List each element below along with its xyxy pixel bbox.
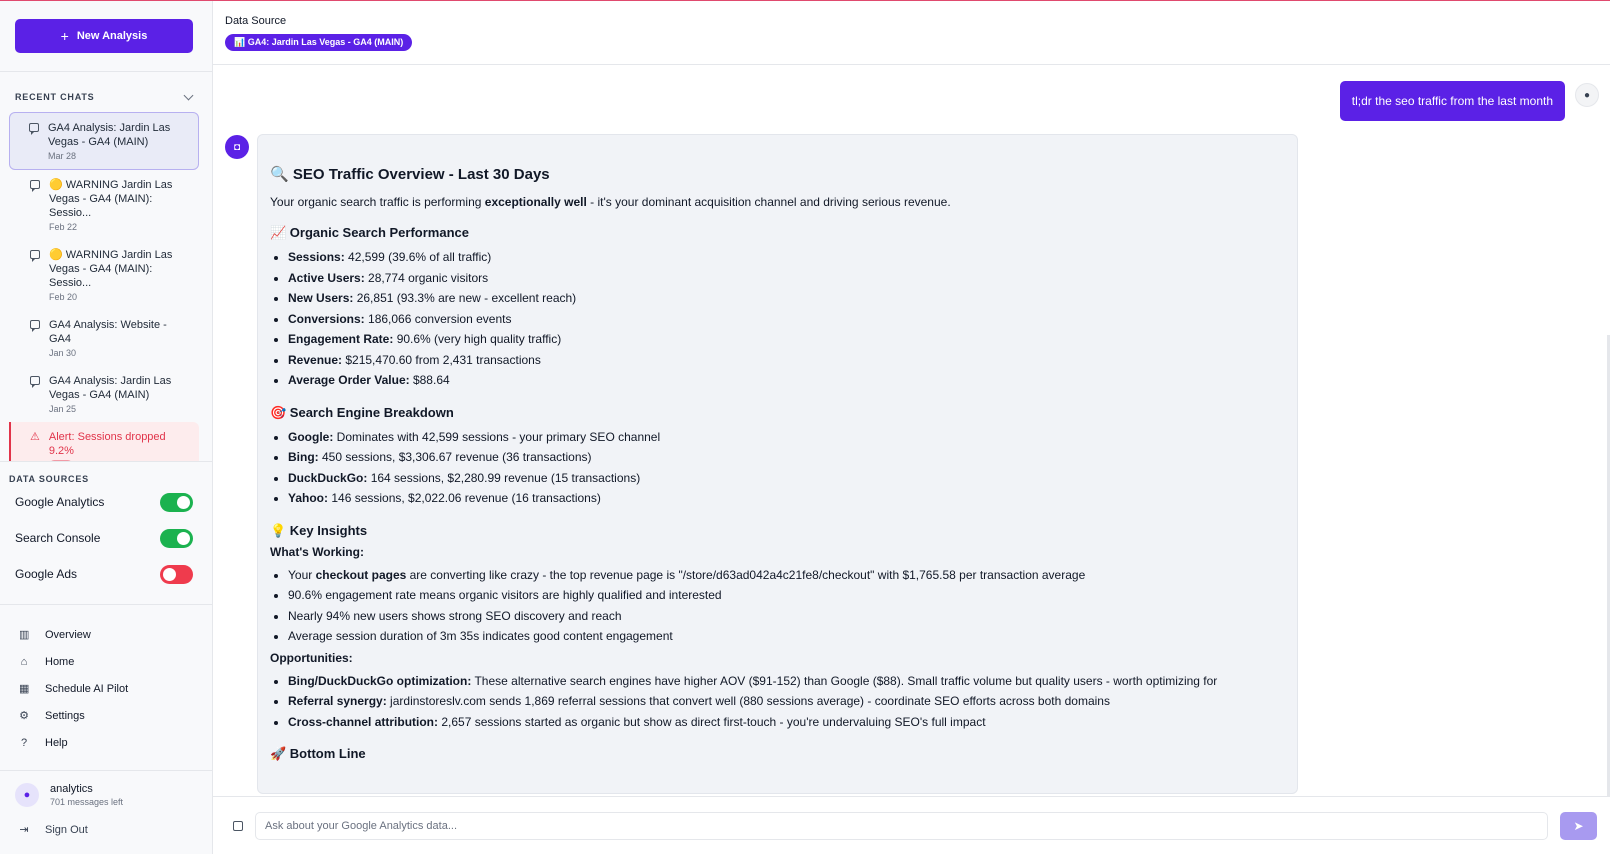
item-key: Yahoo: xyxy=(288,491,329,505)
item-value: $215,470.60 from 2,431 transactions xyxy=(342,352,541,367)
list-item xyxy=(288,565,1285,586)
chat-item[interactable] xyxy=(9,366,199,422)
sidebar-nav xyxy=(0,604,212,770)
data-source-label: Google Ads xyxy=(15,567,78,581)
section-heading: 📈 Organic Search Performance xyxy=(270,225,469,240)
item-value: 164 sessions, $2,280.99 revenue (15 transactions) xyxy=(367,470,641,485)
list-item xyxy=(288,350,1285,371)
chat-title: GA4 Analysis: Website - GA4 xyxy=(49,319,167,345)
toggle-knob xyxy=(177,496,190,509)
text: - it's your dominant acquisition channel and driving serious revenue. xyxy=(586,195,951,209)
data-sources-panel xyxy=(0,461,212,604)
nav-settings[interactable] xyxy=(19,702,212,729)
chat-date: Jan 25 xyxy=(49,404,77,414)
chat-bubble-icon xyxy=(30,376,40,385)
image-upload-icon[interactable] xyxy=(233,821,243,831)
user-name: analytics xyxy=(50,783,93,795)
messages-left: 701 messages left xyxy=(50,797,124,807)
search-engine-list xyxy=(288,427,1285,509)
sign-out-icon: ⇥ xyxy=(19,824,29,836)
chat-input[interactable] xyxy=(255,812,1548,840)
home-icon: ⌂ xyxy=(20,655,28,668)
list-item xyxy=(288,671,1285,692)
text: Your xyxy=(288,567,316,582)
warning-triangle-icon: ⚠ xyxy=(30,431,40,443)
data-source-google-analytics xyxy=(15,484,193,520)
section-heading: 💡 Key Insights xyxy=(270,522,368,538)
text: Your organic search traffic is performing xyxy=(270,195,485,209)
search-console-toggle[interactable] xyxy=(160,529,193,548)
nav-label: Overview xyxy=(45,628,91,641)
list-item: • Nearly 94% new users shows strong SEO discovery and reach xyxy=(288,606,1285,627)
user-profile[interactable] xyxy=(0,770,212,819)
item-key: Bing/DuckDuckGo optimization: xyxy=(288,673,472,688)
chat-input-bar xyxy=(213,796,1610,854)
list-item: • Average session duration of 3m 35s indicates good content engagement xyxy=(288,626,1285,647)
plus-icon: + xyxy=(60,28,69,44)
chat-bubble-icon xyxy=(29,123,39,132)
data-source-label: Search Console xyxy=(15,531,101,545)
list-item xyxy=(288,247,1285,268)
list-item xyxy=(288,427,1285,448)
response-intro xyxy=(270,193,1285,211)
sign-out-button[interactable] xyxy=(0,819,212,841)
sign-out-label: Sign Out xyxy=(45,824,88,836)
item-value: Dominates with 42,599 sessions - your primary SEO channel xyxy=(333,429,661,444)
item-value: 2,657 sessions started as organic but show as direct first-touch - you're undervaluing SEO's full impact xyxy=(438,714,986,729)
recent-chats-list xyxy=(0,112,212,461)
google-ads-toggle[interactable] xyxy=(160,565,193,584)
chat-date: Feb 22 xyxy=(49,222,78,232)
item-key: Bing: xyxy=(288,450,319,464)
item-value: These alternative search engines have higher AOV ($91-152) than Google ($88). Small traffic volume but quality users - worth optimizing for xyxy=(471,673,1218,688)
chat-item[interactable] xyxy=(9,112,199,170)
nav-home[interactable] xyxy=(19,648,212,675)
list-item xyxy=(288,447,1285,468)
google-analytics-toggle[interactable] xyxy=(160,493,193,512)
item-key: Referral synergy: xyxy=(288,694,387,708)
gear-icon: ⚙ xyxy=(19,709,29,722)
help-icon: ? xyxy=(20,736,28,749)
bot-icon: ◘ xyxy=(225,135,249,159)
alert-chat-item[interactable] xyxy=(9,422,199,461)
toggle-knob xyxy=(177,532,190,545)
item-key: Cross-channel attribution: xyxy=(288,714,439,729)
assistant-response xyxy=(257,134,1298,794)
bar-chart-icon: ▥ xyxy=(19,628,30,641)
item-value: jardinstoreslv.com sends 1,869 referral sessions that convert well (880 sessions average) - coordinate SEO efforts across both domains xyxy=(386,694,1110,708)
calendar-icon: ▦ xyxy=(19,682,30,695)
send-button[interactable] xyxy=(1560,812,1597,840)
chat-item[interactable] xyxy=(9,240,199,310)
list-item xyxy=(288,309,1285,330)
send-icon: ➤ xyxy=(1573,818,1584,833)
recent-chats-header[interactable] xyxy=(0,71,212,102)
data-sources-title: DATA SOURCES xyxy=(9,474,89,484)
nav-label: Home xyxy=(45,655,75,668)
section-heading: 🎯 Search Engine Breakdown xyxy=(270,404,454,420)
data-source-pill[interactable]: 📊 GA4: Jardin Las Vegas - GA4 (MAIN) xyxy=(225,34,412,51)
chat-date: Feb 20 xyxy=(49,292,78,302)
text-bold: exceptionally well xyxy=(484,195,587,209)
nav-help[interactable] xyxy=(19,729,212,756)
chat-title: 🟡 WARNING Jardin Las Vegas - GA4 (MAIN): Sessio... xyxy=(49,179,173,219)
user-icon: ● xyxy=(15,783,39,807)
chat-date: Mar 28 xyxy=(48,151,77,161)
item-key: Revenue: xyxy=(288,352,343,367)
section-heading: 🚀 Bottom Line xyxy=(270,746,366,761)
main-panel xyxy=(213,1,1610,854)
nav-label: Schedule AI Pilot xyxy=(45,682,129,695)
chat-bubble-icon xyxy=(30,250,40,259)
chat-date: Jan 30 xyxy=(49,348,77,358)
data-source-label: Data Source xyxy=(225,15,287,27)
chat-title: 🟡 WARNING Jardin Las Vegas - GA4 (MAIN): Sessio... xyxy=(49,249,173,289)
chat-title: Alert: Sessions dropped 9.2% xyxy=(48,431,166,457)
new-analysis-label: New Analysis xyxy=(76,30,148,42)
data-source-google-ads xyxy=(15,556,193,592)
toggle-knob xyxy=(163,568,176,581)
nav-label: Settings xyxy=(45,709,85,722)
nav-overview[interactable] xyxy=(19,621,212,648)
data-source-search-console xyxy=(15,520,193,556)
chat-bubble-icon xyxy=(30,320,40,329)
list-item xyxy=(288,712,1285,733)
nav-label: Help xyxy=(45,736,68,749)
list-item xyxy=(288,370,1285,391)
nav-schedule-ai-pilot[interactable] xyxy=(19,675,212,702)
working-list xyxy=(288,565,1285,647)
item-key: Engagement Rate: xyxy=(288,332,394,346)
chat-item[interactable] xyxy=(9,310,199,366)
chat-title: GA4 Analysis: Jardin Las Vegas - GA4 (MAIN) xyxy=(48,122,171,148)
list-item: • 90.6% engagement rate means organic visitors are highly qualified and interested xyxy=(288,585,1285,606)
data-source-label: Google Analytics xyxy=(15,495,105,509)
item-value: 90.6% (very high quality traffic) xyxy=(393,332,562,346)
sidebar xyxy=(0,1,213,854)
list-item xyxy=(288,691,1285,712)
chevron-down-icon[interactable] xyxy=(184,90,194,100)
chat-item[interactable] xyxy=(9,170,199,240)
chat-area xyxy=(213,65,1610,796)
list-item xyxy=(288,468,1285,489)
item-key: Active Users: xyxy=(288,270,365,285)
chat-bubble-icon xyxy=(30,180,40,189)
item-key: DuckDuckGo: xyxy=(288,470,368,485)
item-value: 146 sessions, $2,022.06 revenue (16 transactions) xyxy=(328,491,601,505)
user-avatar-icon: ● xyxy=(1575,83,1599,107)
list-item xyxy=(288,329,1285,350)
response-title: 🔍 SEO Traffic Overview - Last 30 Days xyxy=(270,166,550,183)
item-key: Conversions: xyxy=(288,311,365,326)
subsection-heading: What's Working: xyxy=(270,544,364,559)
item-key: New Users: xyxy=(288,291,354,305)
list-item xyxy=(288,268,1285,289)
item-value: 450 sessions, $3,306.67 revenue (36 transactions) xyxy=(318,450,592,464)
new-analysis-button[interactable] xyxy=(15,19,193,53)
item-value: 26,851 (93.3% are new - excellent reach) xyxy=(353,291,577,305)
item-value: $88.64 xyxy=(409,373,450,387)
recent-chats-title: RECENT CHATS xyxy=(15,92,95,102)
item-key: Google: xyxy=(288,429,334,444)
subsection-heading: Opportunities: xyxy=(270,650,353,665)
text-bold: checkout pages xyxy=(315,567,407,582)
organic-performance-list xyxy=(288,247,1285,391)
item-value: 186,066 conversion events xyxy=(364,311,512,326)
list-item xyxy=(288,488,1285,509)
list-item xyxy=(288,288,1285,309)
text: are converting like crazy - the top revenue page is "/store/d63ad042a4c21fe8/checkout" with $1,765.58 per transaction average xyxy=(406,567,1086,582)
item-value: 42,599 (39.6% of all traffic) xyxy=(344,250,492,264)
item-value: 28,774 organic visitors xyxy=(364,270,489,285)
opportunities-list xyxy=(288,671,1285,733)
user-message: tl;dr the seo traffic from the last month xyxy=(1340,81,1565,121)
item-key: Average Order Value: xyxy=(288,373,410,387)
item-key: Sessions: xyxy=(288,250,345,264)
chat-title: GA4 Analysis: Jardin Las Vegas - GA4 (MAIN) xyxy=(49,375,172,401)
data-source-header xyxy=(213,1,1610,65)
